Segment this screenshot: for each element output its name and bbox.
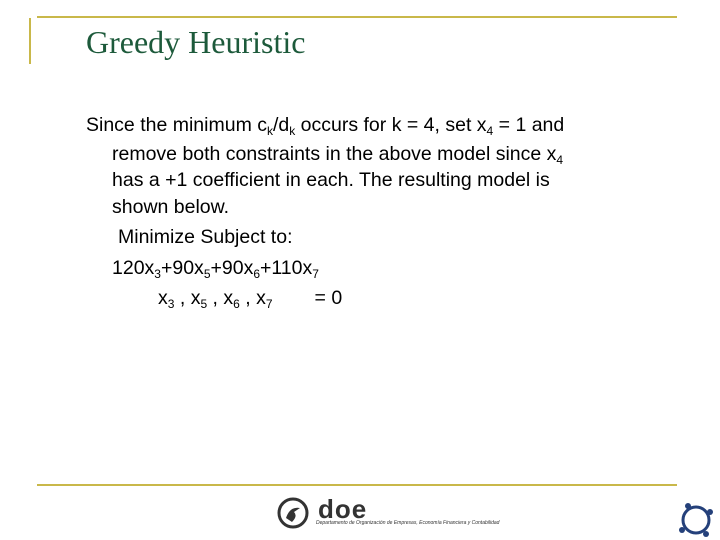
model-heading: Minimize Subject to: [118,226,293,248]
logo-swirl-icon [276,496,310,530]
left-rule [29,18,31,64]
objective-function: $120x_3+90x_5+90x_6+110x_7$ [112,257,319,281]
top-rule [37,16,677,18]
corner-circle-icon [676,500,716,538]
paragraph-line-2: remove both constraints in the above model since $x_4$ [112,143,564,167]
paragraph-line-4: shown below. [112,196,230,218]
department-logo [276,496,526,530]
bottom-rule [37,484,677,486]
logo-text: doe [318,494,368,524]
variable-constraint: $x_3$ , $x_5$ , $x_6$ , $x_7 = 0$ [158,287,343,311]
logo-subtitle: Departamento de Organización de Empresas, Economía Financiera y Contabilidad [316,520,500,526]
paragraph-line-3: has a +1 coefficient in each. The resulting model is [112,169,550,191]
slide-title: Greedy Heuristic [86,24,306,60]
paragraph-line-1: Since the minimum $c_k/d_k$ occurs for k = 4, set $x_4 = 1$ and [86,114,565,138]
